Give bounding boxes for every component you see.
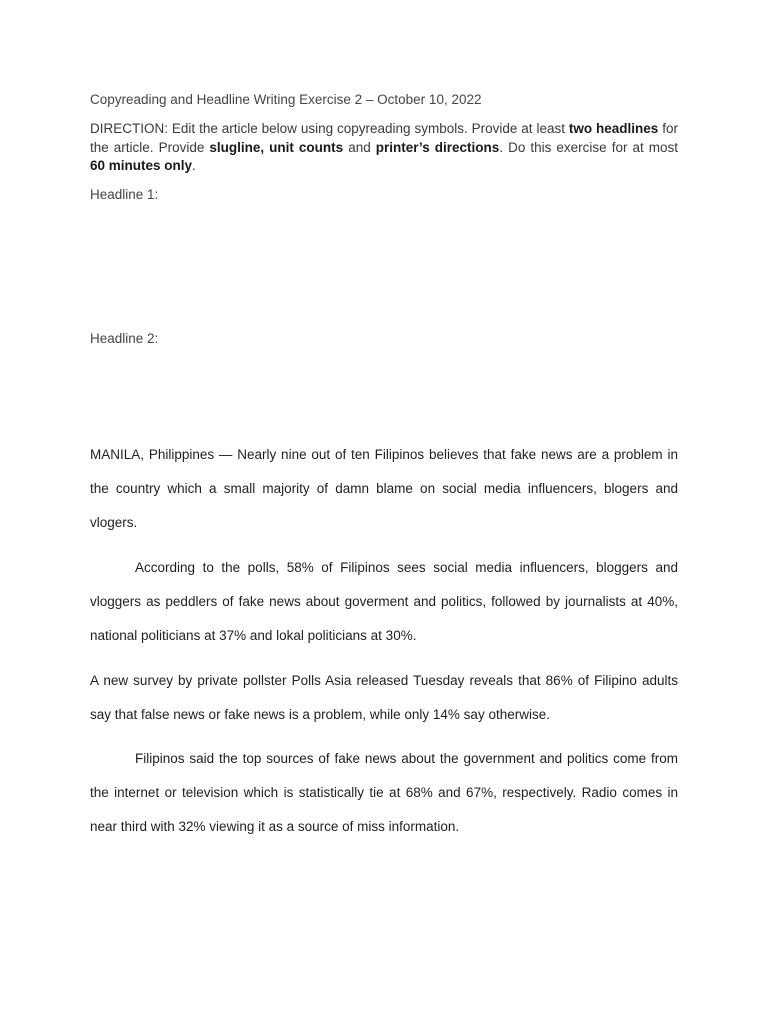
article-paragraph: Filipinos said the top sources of fake news about the government and politics come from the internet or television which is statistically tie at 68% and 67%, respectively. Radio comes in near third with 32% viewing it as a source of miss information. <box>90 751 678 834</box>
direction-text-1: DIRECTION: Edit the article below using copyreading symbols. Provide at least <box>90 121 569 136</box>
headline-1-label: Headline 1: <box>90 187 159 202</box>
direction-emphasis-slugline: slugline, unit counts <box>209 139 344 155</box>
direction-emphasis-headlines: two headlines <box>568 121 659 136</box>
article-paragraph: According to the polls, 58% of Filipinos sees social media influencers, bloggers and vloggers as peddlers of fake news about goverment and politics, followed by journalists at 40%, national politicians at 37% and lokal politicians at 30%. <box>90 560 678 643</box>
article-paragraph: A new survey by private pollster Polls Asia released Tuesday reveals that 86% of Filipino adults say that false news or fake news is a problem, while only 14% say otherwise. <box>90 673 678 722</box>
direction-text-5: . <box>192 158 196 173</box>
direction-emphasis-printers: printer’s directions <box>375 139 500 155</box>
direction-text-2: for the article. Provide <box>90 121 678 155</box>
headline-2-label: Headline 2: <box>90 331 159 346</box>
direction-text-4: . Do this exercise for at most <box>499 139 679 155</box>
direction-emphasis-time: 60 minutes only <box>90 158 193 173</box>
direction-paragraph <box>90 120 678 176</box>
direction-text-3: and <box>343 139 376 155</box>
exercise-title: Copyreading and Headline Writing Exercise 2 – October 10, 2022 <box>90 92 482 107</box>
article-paragraph: MANILA, Philippines — Nearly nine out of ten Filipinos believes that fake news are a problem in the country which a small majority of damn blame on social media influencers, blogers and vlogers. <box>90 447 678 530</box>
